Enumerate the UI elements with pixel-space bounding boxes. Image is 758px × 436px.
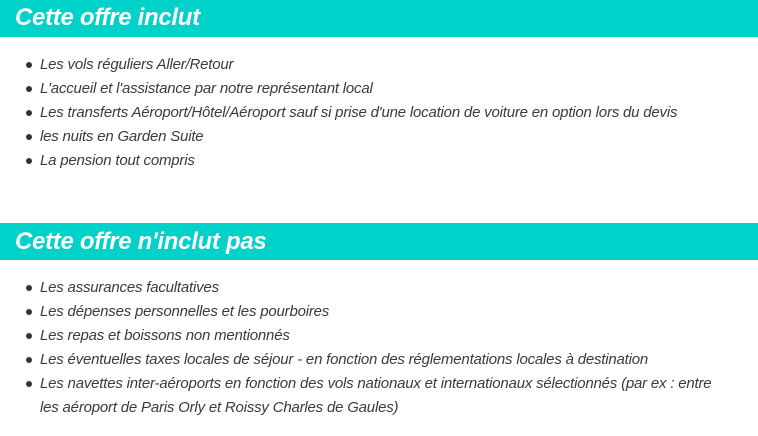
bullet-icon (26, 110, 32, 116)
bullet-icon (26, 62, 32, 68)
bullet-icon (26, 381, 32, 387)
list-item-text: Les navettes inter-aéroports en fonction des vols nationaux et internationaux sélectionnés (par ex : entre les aéroport de Paris Orly et Roissy Charles de Gaules) (40, 375, 712, 416)
bullet-icon (26, 285, 32, 291)
list-item-text: L'accueil et l'assistance par notre représentant local (40, 80, 373, 97)
list-item-text: Les vols réguliers Aller/Retour (40, 56, 234, 73)
bullet-icon (26, 86, 32, 92)
list-item (0, 348, 758, 372)
list-item-text: Les éventuelles taxes locales de séjour - en fonction des réglementations locales à destination (40, 351, 649, 368)
bullet-icon (26, 134, 32, 140)
list-item (0, 149, 758, 173)
list-item (0, 77, 758, 101)
list-item-text: Les repas et boissons non mentionnés (40, 327, 290, 344)
included-list (0, 53, 758, 173)
list-item (0, 101, 758, 125)
bullet-icon (26, 333, 32, 339)
bullet-icon (26, 309, 32, 315)
list-item-text: les nuits en Garden Suite (40, 128, 204, 145)
included-section-title: Cette offre inclut (0, 0, 758, 37)
list-item (0, 324, 758, 348)
bullet-icon (26, 357, 32, 363)
excluded-list (0, 276, 758, 420)
excluded-section-title: Cette offre n'inclut pas (0, 223, 758, 260)
list-item (0, 53, 758, 77)
list-item (0, 125, 758, 149)
list-item-text: La pension tout compris (40, 152, 195, 169)
list-item (0, 300, 758, 324)
list-item (0, 372, 758, 420)
list-item-text: Les assurances facultatives (40, 279, 219, 296)
list-item-text: Les dépenses personnelles et les pourboires (40, 303, 330, 320)
list-item-text: Les transferts Aéroport/Hôtel/Aéroport sauf si prise d'une location de voiture en option lors du devis (40, 104, 678, 121)
bullet-icon (26, 158, 32, 164)
list-item (0, 276, 758, 300)
